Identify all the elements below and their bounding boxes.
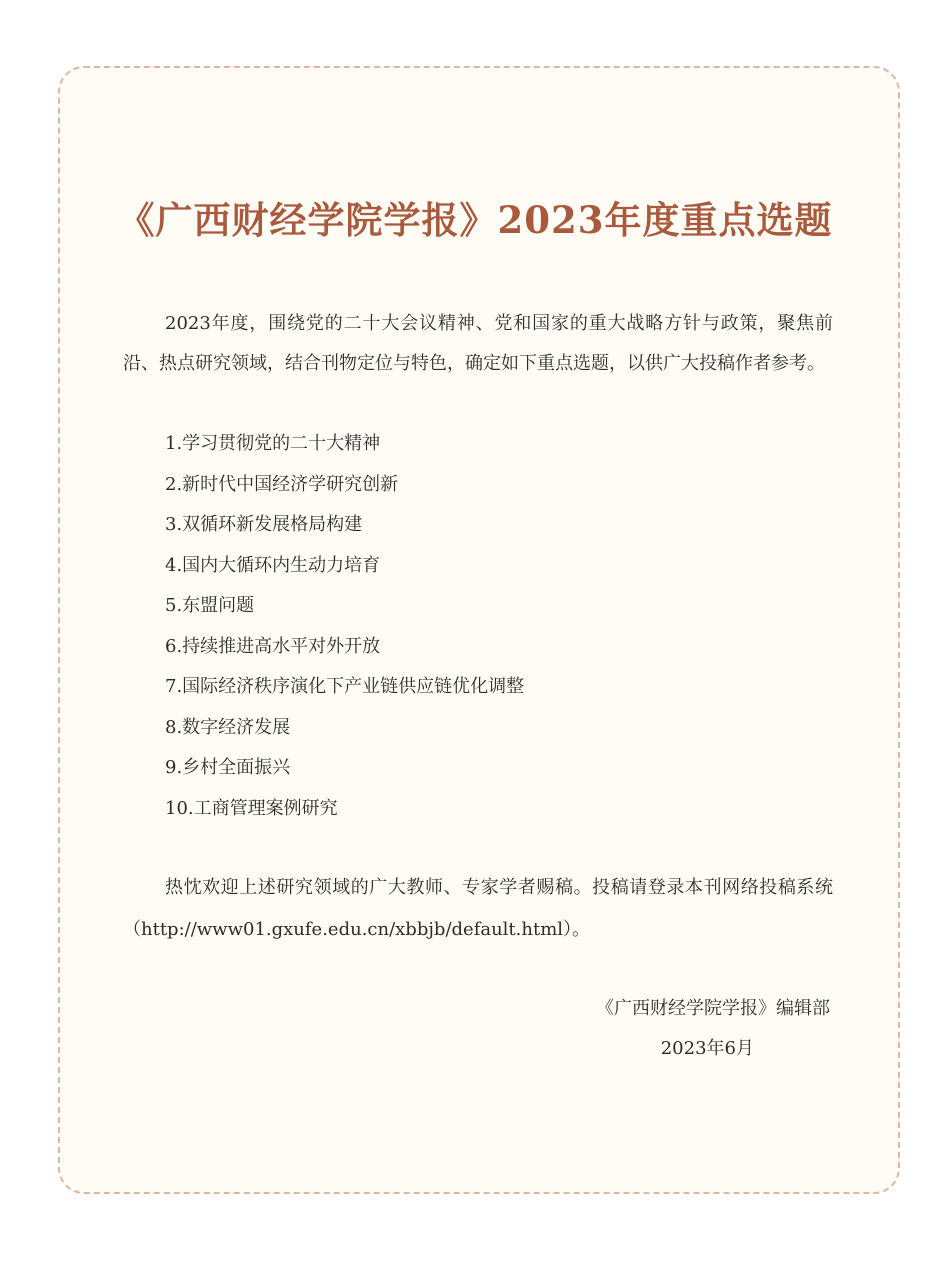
list-item: 6.持续推进高水平对外开放 (165, 635, 381, 657)
list-item: 1.学习贯彻党的二十大精神 (165, 433, 381, 454)
list-item: 4.国内大循环内生动力培育 (165, 554, 381, 576)
list-item: 7.国际经济秩序演化下产业链供应链优化调整 (165, 676, 525, 697)
list-item: 5.东盟问题 (165, 595, 255, 616)
closing-paragraph: 热忱欢迎上述研究领域的广大教师、专家学者赐稿。投稿请登录本刊网络投稿系统（http://www01.gxufe.edu.cn/xbbjb/default.html）。 (123, 877, 833, 940)
intro-paragraph: 2023年度，围绕党的二十大会议精神、党和国家的重大战略方针与政策，聚焦前沿、热点研究领域，结合刊物定位与特色，确定如下重点选题，以供广大投稿作者参考。 (123, 313, 833, 374)
list-item: 2.新时代中国经济学研究创新 (165, 473, 399, 495)
editorial-signature: 《广西财经学院学报》编辑部 (596, 998, 830, 1019)
topic-list (165, 424, 524, 829)
list-item: 3.双循环新发展格局构建 (165, 514, 363, 535)
list-item: 8.数字经济发展 (165, 716, 291, 738)
issue-date: 2023年6月 (660, 1038, 754, 1059)
list-item: 10.工商管理案例研究 (165, 797, 338, 819)
list-item: 9.乡村全面振兴 (165, 757, 291, 778)
page-title: 《广西财经学院学报》2023年度重点选题 (117, 198, 833, 242)
